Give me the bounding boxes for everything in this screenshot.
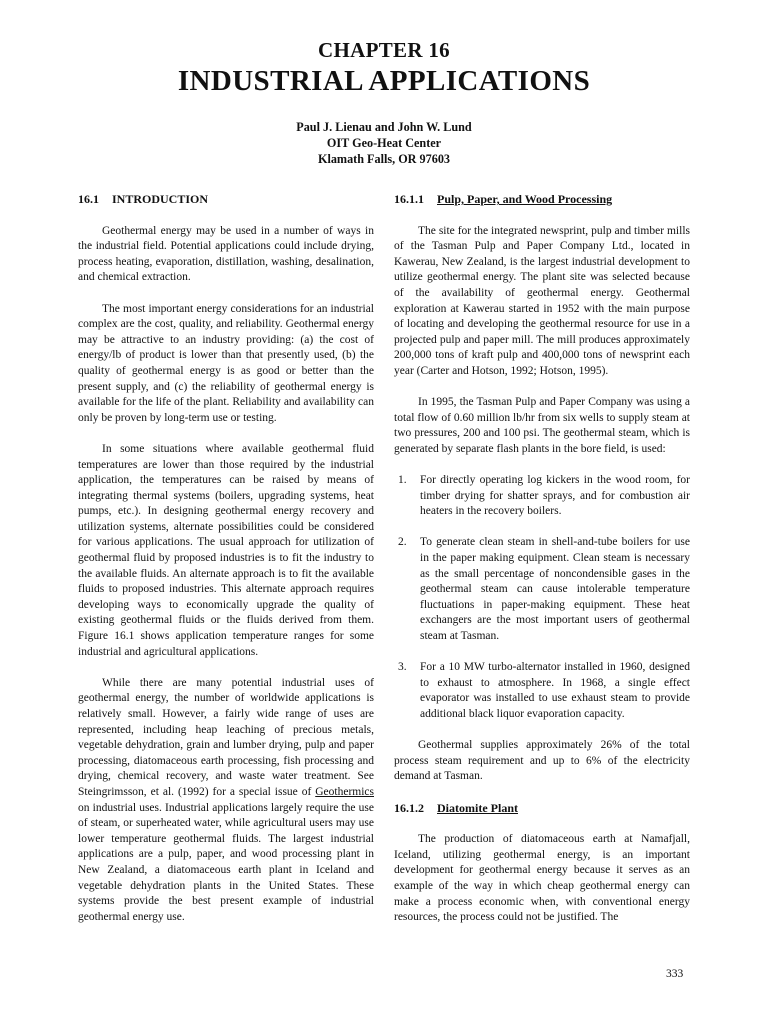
section-title: INTRODUCTION xyxy=(112,192,209,206)
chapter-label: CHAPTER 16 xyxy=(318,38,450,62)
paragraph xyxy=(78,676,374,926)
subsection-number: 16.1.2 xyxy=(394,800,424,815)
paragraph: Geothermal supplies approximately 26% of the total process steam requirement and up to 6% of the electricity demand at Tasman. xyxy=(394,739,690,783)
list-item xyxy=(394,473,690,520)
subsection-number: 16.1.1 xyxy=(394,192,424,206)
left-column xyxy=(78,192,374,941)
journal-title: Geothermics xyxy=(315,785,374,798)
numbered-list xyxy=(394,473,690,723)
paragraph: The most important energy considerations for an industrial complex are the cost, quality, and reliability. Geothermal energy may be attractive to an industry providing: (a) the cost of energy/lb of product is lower than that presently used, (b) the quality of geothermal energy is as good or better than the present supply, and (c) the reliability of geothermal energy is available for the life of the plant. Reliability and availability can only be proven by long-term use or testing. xyxy=(78,302,374,424)
affiliation: OIT Geo-Heat Center xyxy=(326,136,442,150)
list-item xyxy=(394,535,690,644)
list-item xyxy=(394,660,690,722)
paragraph: In 1995, the Tasman Pulp and Paper Company was using a total flow of 0.60 million lb/hr from six wells to supply steam at two pressures, 200 and 100 psi. The geothermal steam, which is generated by separate flash plants in the bore field, is used: xyxy=(394,396,690,455)
paragraph: The production of diatomaceous earth at Namafjall, Iceland, utilizing geothermal energy, is an important development for geothermal energy because it serves as an example of the way in which cheap geothermal energy can make a process economic when, with conventional energy resources, the process could not be justified. The xyxy=(394,833,690,924)
location: Klamath Falls, OR 97603 xyxy=(317,152,451,166)
list-number: 2. xyxy=(398,536,407,549)
author-block xyxy=(0,119,768,167)
list-number: 3. xyxy=(398,661,407,674)
section-heading-introduction xyxy=(78,192,374,208)
chapter-title: INDUSTRIAL APPLICATIONS xyxy=(177,65,591,97)
list-text: For a 10 MW turbo-alternator installed in 1960, designed to exhaust to atmosphere. In 1968, a single effect evaporator was installed to use exhaust steam to provide additional black liquor evaporation capacity. xyxy=(420,661,690,720)
list-number: 1. xyxy=(398,474,407,487)
authors: Paul J. Lienau and John W. Lund xyxy=(296,120,472,134)
paragraph: The site for the integrated newsprint, pulp and timber mills of the Tasman Pulp and Paper Company Ltd., located in Kawerau, New Zealand, is the largest industrial development to utilize geothermal energy. The plant site was selected because of the availability of geothermal energy. Geothermal exploration at Kawerau started in 1952 with the main purpose of locating and developing the geothermal resource for use in a projected pulp and paper mill. The mill produces approximately 200,000 tons of kraft pulp and 400,000 tons of newsprint each year (Carter and Hotson, 1992; Hotson, 1995). xyxy=(394,224,690,377)
paragraph: In some situations where available geothermal fluid temperatures are lower than those required by the industrial application, the temperatures can be raised by means of integrating thermal systems (boilers, upgrading systems, heat pumps, etc.). In designing geothermal energy recovery and utilization systems, alternate possibilities could be considered for various applications. The usual approach for utilization of geothermal fluid by proposed industries is to fit the industry to the available fluids. An alternate approach is to fit the available fluids to proposed industries. This alternate approach requires developing ways to economically upgrade the quality of existing geothermal fluids or the fluids derived from them. Figure 16.1 shows application temperature ranges for some industrial and agricultural applications. xyxy=(78,442,374,658)
chapter-header xyxy=(0,38,768,167)
section-number: 16.1 xyxy=(78,192,99,206)
right-column xyxy=(394,192,690,941)
list-text: For directly operating log kickers in the wood room, for timber drying for shatter sprays, and for combustion air heaters in the recovery boilers. xyxy=(420,474,690,518)
paragraph: Geothermal energy may be used in a number of ways in the industrial field. Potential applications could include drying, process heating, evaporation, distillation, washing, desalination, and chemical extraction. xyxy=(78,224,374,284)
subsection-heading-diatomite xyxy=(394,801,690,817)
subsection-title: Diatomite Plant xyxy=(437,800,518,815)
subsection-title: Pulp, Paper, and Wood Processing xyxy=(437,192,613,206)
subsection-heading-pulp-paper xyxy=(394,192,690,208)
list-text: To generate clean steam in shell-and-tube boilers for use in the paper making equipment. Clean steam is necessary as the small percentage of noncondensible gases in the geothermal steam can cause intolerable temperature fluctuations in paper-making equipment. These heat exchangers are the most important users of geothermal steam at Tasman. xyxy=(420,536,690,643)
paragraph-text: While there are many potential industrial uses of geothermal energy, the number of worldwide applications is relatively small. However, a fairly wide range of uses are represented, including heap leaching of precious metals, vegetable dehydration, grain and lumber drying, pulp and paper processing, diatomaceous earth processing, fish processing and drying, chemical recovery, and waste water treatment. See Steingrimsson, et al. (1992) for a special issue of xyxy=(78,676,374,798)
paragraph-text: on industrial uses. Industrial applications largely require the use of steam, or superheated water, while agricultural users may use lower temperature geothermal fluids. The largest industrial applications are a pulp, paper, and wood processing plant in New Zealand, a diatomaceous earth plant in Iceland and vegetable dehydration plants in the United States. These systems provide the best present example of industrial geothermal energy use. xyxy=(78,801,374,923)
page-number: 333 xyxy=(666,968,684,980)
